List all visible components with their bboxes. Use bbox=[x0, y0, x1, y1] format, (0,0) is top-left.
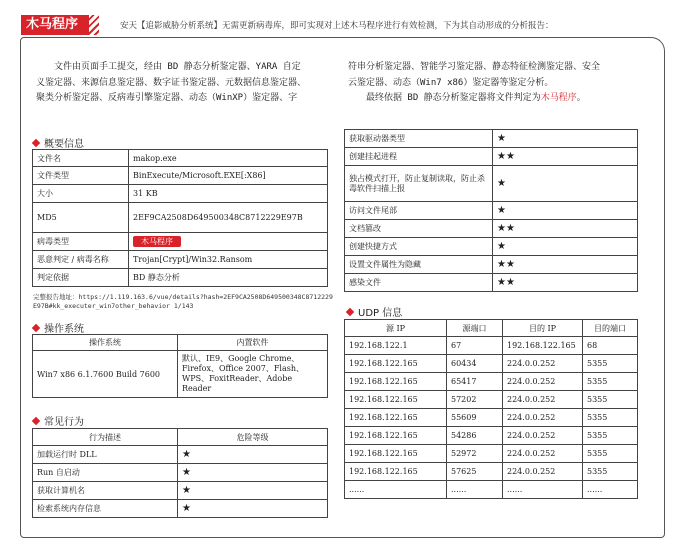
udp-cell: 192.168.122.165 bbox=[345, 427, 447, 445]
table-row bbox=[33, 203, 328, 233]
table-cell: ★ bbox=[493, 130, 638, 148]
table-cell: ★ bbox=[178, 446, 328, 464]
table-cell: 创建挂起进程 bbox=[345, 148, 493, 166]
verdict: 木马程序 bbox=[540, 93, 577, 104]
table-row bbox=[33, 185, 328, 203]
udp-cell: 192.168.122.165 bbox=[345, 391, 447, 409]
table-row bbox=[33, 233, 328, 251]
table-cell: makop.exe bbox=[129, 150, 328, 167]
table-cell: 恶意判定 / 病毒名称 bbox=[33, 251, 129, 269]
table-header-cell: 危险等级 bbox=[178, 429, 328, 446]
udp-cell: 57625 bbox=[447, 463, 503, 481]
table-row bbox=[345, 320, 638, 337]
os-title bbox=[33, 320, 84, 335]
table-row bbox=[33, 500, 328, 518]
description-left bbox=[36, 60, 336, 107]
table-header-cell: 目的 IP bbox=[503, 320, 583, 337]
table-cell: ★★ bbox=[493, 274, 638, 292]
table-header-cell: 行为描述 bbox=[33, 429, 178, 446]
udp-row bbox=[345, 373, 638, 391]
intro-text: 安天【追影威胁分析系统】无需更新病毒库，即可实现对上述木马程序进行有效检测，下为其自动形成的分析报告： bbox=[120, 21, 554, 31]
table-cell: 感染文件 bbox=[345, 274, 493, 292]
udp-row bbox=[345, 427, 638, 445]
desc-line: 义鉴定器、来源信息鉴定器、数字证书鉴定器、元数据信息鉴定器、 bbox=[36, 77, 307, 88]
desc-line: 文件由页面手工提交，经由 BD 静态分析鉴定器、YARA 自定 bbox=[54, 62, 301, 72]
udp-cell: 5355 bbox=[583, 373, 638, 391]
diamond-icon bbox=[32, 416, 40, 424]
table-cell: Run 自启动 bbox=[33, 464, 178, 482]
section-tag-label: 木马程序 bbox=[26, 17, 79, 32]
udp-cell: 224.0.0.252 bbox=[503, 373, 583, 391]
udp-row bbox=[345, 481, 638, 499]
table-cell: 文档篡改 bbox=[345, 220, 493, 238]
report-link[interactable]: 完整报告地址：https://1.119.163.6/vue/details?hash=2EF9CA2508D649500348C8712229E97B#kk_executer_win7other_behavior 1/143 bbox=[33, 293, 333, 310]
table-cell: 2EF9CA2508D649500348C8712229E97B bbox=[129, 203, 328, 233]
udp-cell: 5355 bbox=[583, 445, 638, 463]
tag-stripes bbox=[85, 15, 99, 35]
table-row bbox=[33, 150, 328, 167]
udp-cell: 224.0.0.252 bbox=[503, 409, 583, 427]
udp-cell: 224.0.0.252 bbox=[503, 427, 583, 445]
udp-cell: 224.0.0.252 bbox=[503, 463, 583, 481]
udp-row bbox=[345, 391, 638, 409]
behavior-table-continued bbox=[344, 129, 638, 292]
table-header-cell: 内置软件 bbox=[178, 335, 328, 351]
table-cell: 检索系统内存信息 bbox=[33, 500, 178, 518]
desc-line: 聚类分析鉴定器、反病毒引擎鉴定器、动态（WinXP）鉴定器、字 bbox=[36, 93, 298, 104]
table-cell: 设置文件属性为隐藏 bbox=[345, 256, 493, 274]
udp-cell: 68 bbox=[583, 337, 638, 355]
table-row bbox=[33, 335, 328, 351]
description-right bbox=[348, 60, 653, 107]
udp-cell: 57202 bbox=[447, 391, 503, 409]
table-row bbox=[345, 130, 638, 148]
table-cell: ★★ bbox=[493, 256, 638, 274]
desc-line: 云鉴定器、动态（Win7 x86）鉴定器等鉴定分析。 bbox=[348, 77, 554, 88]
table-cell: ★ bbox=[493, 166, 638, 202]
table-cell: 31 KB bbox=[129, 185, 328, 203]
overview-table bbox=[32, 149, 328, 287]
diamond-icon bbox=[32, 138, 40, 146]
table-header-cell: 操作系统 bbox=[33, 335, 178, 351]
table-cell bbox=[129, 233, 328, 251]
table-row bbox=[33, 251, 328, 269]
table-row bbox=[345, 256, 638, 274]
text-span: UDP 信息 bbox=[358, 308, 403, 319]
udp-cell: 192.168.122.165 bbox=[345, 373, 447, 391]
overview-title bbox=[33, 135, 84, 150]
table-cell: MD5 bbox=[33, 203, 129, 233]
udp-cell: 60434 bbox=[447, 355, 503, 373]
table-row bbox=[33, 351, 328, 398]
table-row bbox=[345, 202, 638, 220]
table-header-cell: 源 IP bbox=[345, 320, 447, 337]
behavior-table bbox=[32, 428, 328, 518]
table-row bbox=[33, 464, 328, 482]
text-span: 。 bbox=[576, 93, 586, 104]
table-row bbox=[345, 274, 638, 292]
udp-cell: 192.168.122.165 bbox=[503, 337, 583, 355]
table-cell: 独占模式打开，防止复制读取，防止杀毒软件扫描上报 bbox=[345, 166, 493, 202]
table-cell: 病毒类型 bbox=[33, 233, 129, 251]
udp-row bbox=[345, 337, 638, 355]
udp-cell: 5355 bbox=[583, 355, 638, 373]
udp-cell: 192.168.122.165 bbox=[345, 355, 447, 373]
table-cell: 默认、IE9、Google Chrome、Firefox、Office 2007、Flash、WPS、FoxitReader、Adobe Reader bbox=[178, 351, 328, 398]
udp-cell: 54286 bbox=[447, 427, 503, 445]
behavior-title bbox=[33, 413, 84, 428]
desc-line: 符串分析鉴定器、智能学习鉴定器、静态特征检测鉴定器、安全 bbox=[348, 62, 601, 72]
udp-title bbox=[347, 304, 402, 319]
udp-row bbox=[345, 445, 638, 463]
table-cell: 判定依据 bbox=[33, 269, 129, 287]
udp-cell: 5355 bbox=[583, 463, 638, 481]
table-cell: 大小 bbox=[33, 185, 129, 203]
table-cell: 创建快捷方式 bbox=[345, 238, 493, 256]
text-span: 最终依据 BD 静态分析鉴定器将文件判定为 bbox=[366, 93, 541, 104]
table-row bbox=[33, 429, 328, 446]
virus-type-badge: 木马程序 bbox=[133, 236, 181, 247]
table-cell: 加载运行时 DLL bbox=[33, 446, 178, 464]
desc-line bbox=[348, 91, 653, 107]
table-cell: BinExecute/Microsoft.EXE[:X86] bbox=[129, 167, 328, 185]
udp-cell: 52972 bbox=[447, 445, 503, 463]
diamond-icon bbox=[32, 323, 40, 331]
udp-cell: ...... bbox=[583, 481, 638, 499]
table-row bbox=[33, 482, 328, 500]
table-row bbox=[345, 148, 638, 166]
section-tag bbox=[21, 15, 89, 35]
table-row bbox=[33, 446, 328, 464]
table-cell: 访问文件尾部 bbox=[345, 202, 493, 220]
diamond-icon bbox=[346, 307, 354, 315]
table-cell: ★ bbox=[493, 238, 638, 256]
udp-cell: 192.168.122.1 bbox=[345, 337, 447, 355]
table-cell: BD 静态分析 bbox=[129, 269, 328, 287]
table-row bbox=[33, 167, 328, 185]
table-row bbox=[345, 238, 638, 256]
os-table bbox=[32, 334, 328, 398]
udp-cell: 224.0.0.252 bbox=[503, 355, 583, 373]
udp-row bbox=[345, 409, 638, 427]
udp-cell: 67 bbox=[447, 337, 503, 355]
table-header-cell: 目的端口 bbox=[583, 320, 638, 337]
udp-cell: ...... bbox=[503, 481, 583, 499]
udp-row bbox=[345, 355, 638, 373]
udp-cell: 224.0.0.252 bbox=[503, 445, 583, 463]
text-span: 常见行为 bbox=[44, 417, 84, 428]
table-cell: ★★ bbox=[493, 220, 638, 238]
table-cell: Win7 x86 6.1.7600 Build 7600 bbox=[33, 351, 178, 398]
udp-cell: 65417 bbox=[447, 373, 503, 391]
udp-cell: 5355 bbox=[583, 409, 638, 427]
udp-cell: ...... bbox=[447, 481, 503, 499]
table-cell: 文件名 bbox=[33, 150, 129, 167]
table-cell: 获取驱动器类型 bbox=[345, 130, 493, 148]
text-span: 操作系统 bbox=[44, 324, 84, 335]
udp-cell: 192.168.122.165 bbox=[345, 409, 447, 427]
table-row bbox=[345, 220, 638, 238]
text-span: 概要信息 bbox=[44, 139, 84, 150]
table-cell: 获取计算机名 bbox=[33, 482, 178, 500]
table-cell: Trojan[Crypt]/Win32.Ransom bbox=[129, 251, 328, 269]
table-cell: 文件类型 bbox=[33, 167, 129, 185]
table-row bbox=[345, 166, 638, 202]
udp-table bbox=[344, 319, 638, 499]
table-row bbox=[33, 269, 328, 287]
udp-cell: 224.0.0.252 bbox=[503, 391, 583, 409]
table-cell: ★ bbox=[178, 464, 328, 482]
udp-cell: 5355 bbox=[583, 427, 638, 445]
udp-cell: 192.168.122.165 bbox=[345, 445, 447, 463]
table-cell: ★ bbox=[178, 500, 328, 518]
table-cell: ★★ bbox=[493, 148, 638, 166]
udp-cell: ...... bbox=[345, 481, 447, 499]
udp-cell: 55609 bbox=[447, 409, 503, 427]
udp-row bbox=[345, 463, 638, 481]
udp-cell: 5355 bbox=[583, 391, 638, 409]
table-header-cell: 源端口 bbox=[447, 320, 503, 337]
udp-cell: 192.168.122.165 bbox=[345, 463, 447, 481]
table-cell: ★ bbox=[178, 482, 328, 500]
table-cell: ★ bbox=[493, 202, 638, 220]
